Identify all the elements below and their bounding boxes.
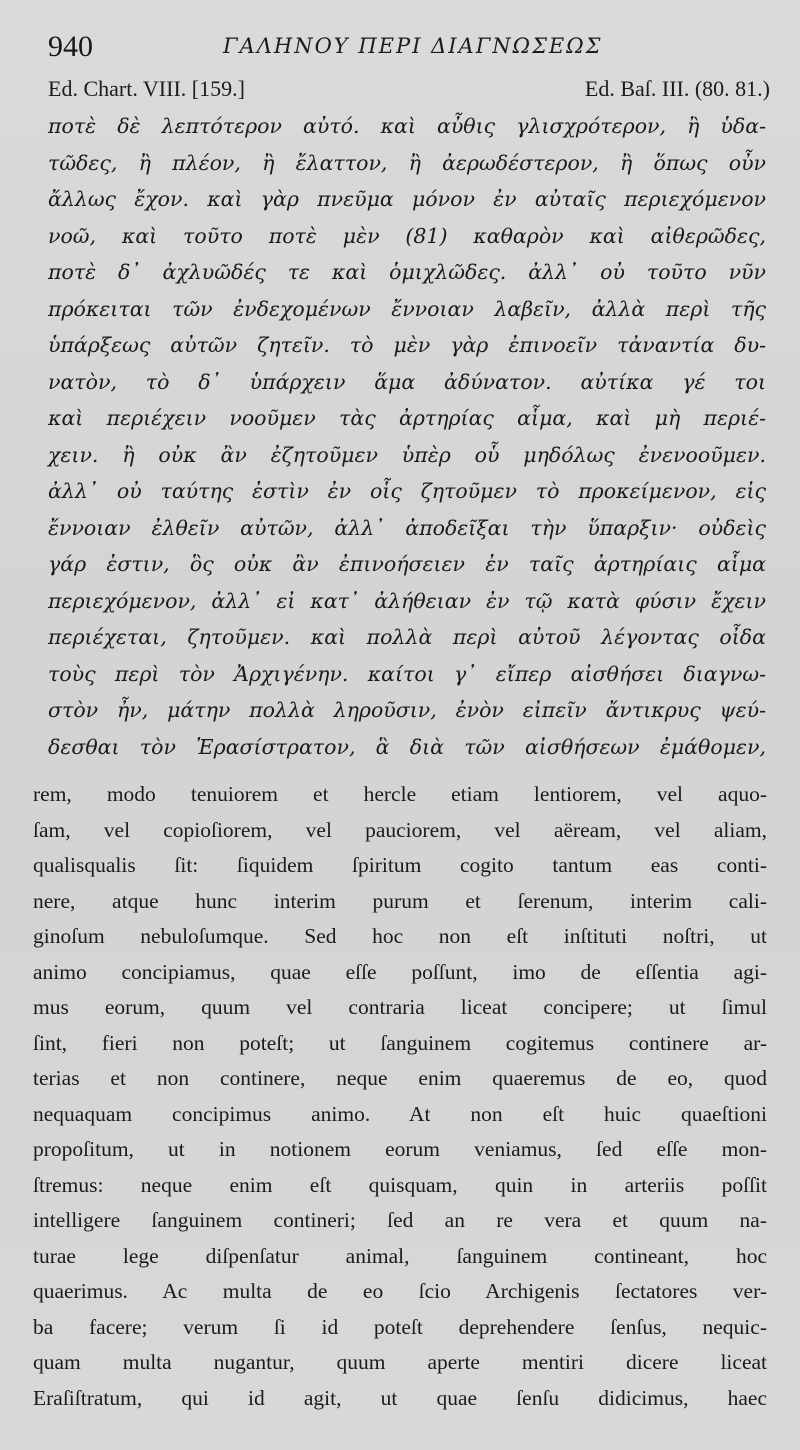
greek-text-line: περιέχεται, ζητοῦμεν. καὶ πολλὰ περὶ αὐτοῦ λέγοντας οἶδα — [48, 625, 766, 649]
latin-text-line: nequaquam concipimus animo. At non eſt huic quaeſtioni — [33, 1101, 767, 1126]
latin-text-line: ba facere; verum ſi id poteſt deprehendere ſenſus, nequic- — [33, 1314, 767, 1339]
greek-text-line: γάρ ἐστιν, ὃς οὐκ ἂν ἐπινοήσειεν ἐν ταῖς ἀρτηρίαις αἷμα — [48, 552, 766, 576]
latin-text-line: turae lege diſpenſatur animal, ſanguinem contineant, hoc — [33, 1243, 767, 1268]
greek-text-line: ὑπάρξεως αὐτῶν ζητεῖν. τὸ μὲν γὰρ ἐπινοεῖν τἀναντία δυ- — [48, 333, 766, 357]
latin-text-line: mus eorum, quum vel contraria liceat concipere; ut ſimul — [33, 995, 767, 1019]
greek-text-line: πρόκειται τῶν ἐνδεχομένων ἔννοιαν λαβεῖν, ἀλλὰ περὶ τῆς — [48, 296, 766, 321]
latin-text-line: nere, atque hunc interim purum et ſerenum, interim cali- — [33, 888, 767, 913]
latin-text-line: intelligere ſanguinem contineri; ſed an re vera et quum na- — [33, 1208, 767, 1232]
latin-text-line: terias et non continere, neque enim quaeremus de eo, quod — [33, 1066, 767, 1090]
latin-text-line: Eraſiſtratum, qui id agit, ut quae ſenſu didicimus, haec — [33, 1385, 767, 1410]
latin-translation — [33, 777, 767, 1416]
greek-text-line: ἄλλως ἔχον. καὶ γὰρ πνεῦμα μόνον ἐν αὐταῖς περιεχόμενον — [48, 187, 766, 211]
latin-text-line: ſint, fieri non poteſt; ut ſanguinem cogitemus continere ar- — [33, 1030, 767, 1055]
greek-text-line: ἀλλ᾽ οὐ ταύτης ἐστὶν ἐν οἷς ζητοῦμεν τὸ προκείμενον, εἰς — [48, 479, 766, 503]
greek-text-line: τῶδες, ἢ πλέον, ἢ ἔλαττον, ἢ ἀερωδέστερον, ἢ ὅπως οὖν — [48, 150, 766, 175]
greek-text-line: ποτὲ δ᾽ ἀχλυῶδές τε καὶ ὁμιχλῶδες. ἀλλ᾽ οὐ τοῦτο νῦν — [48, 260, 766, 284]
greek-text-line: ἔννοιαν ἐλθεῖν αὐτῶν, ἀλλ᾽ ἀποδεῖξαι τὴν ὕπαρξιν· οὐδεὶς — [48, 515, 766, 540]
greek-text-line: δεσθαι τὸν Ἐρασίστρατον, ἃ διὰ τῶν αἰσθήσεων ἐμάθομεν, — [48, 734, 766, 759]
running-title: ΓΑΛΗΝΟΥ ΠΕΡΙ ΔΙΑΓΝΩΣΕΩΣ — [223, 34, 603, 58]
edition-chartier: Ed. Chart. VIII. [159.] — [48, 76, 245, 101]
latin-text-line: quam multa nugantur, quum aperte mentiri dicere liceat — [33, 1350, 767, 1374]
greek-text-line: νοῶ, καὶ τοῦτο ποτὲ μὲν (81) καθαρὸν καὶ αἰθερῶδες, — [48, 223, 766, 248]
latin-text-line: ſam, vel copioſiorem, vel pauciorem, vel aëream, vel aliam, — [33, 817, 767, 842]
greek-text-line: καὶ περιέχειν νοοῦμεν τὰς ἀρτηρίας αἷμα, καὶ μὴ περιέ- — [48, 406, 766, 430]
running-head — [48, 30, 770, 70]
greek-text-line: ποτὲ δὲ λεπτότερον αὐτό. καὶ αὖθις γλισχρότερον, ἢ ὑδα- — [48, 114, 766, 138]
latin-text-line: propoſitum, ut in notionem eorum veniamus, ſed eſſe mon- — [33, 1137, 767, 1161]
greek-text-line: τοὺς περὶ τὸν Ἀρχιγένην. καίτοι γ᾽ εἴπερ αἰσθήσει διαγνω- — [48, 661, 766, 686]
edition-references — [48, 76, 770, 106]
edition-basel: Ed. Baſ. III. (80. 81.) — [584, 76, 770, 101]
page-number: 940 — [48, 30, 93, 63]
latin-text-line: qualisqualis ſit: ſiquidem ſpiritum cogito tantum eas conti- — [33, 853, 767, 877]
greek-text-line: στὸν ἦν, μάτην πολλὰ ληροῦσιν, ἐνὸν εἰπεῖν ἄντικρυς ψεύ- — [48, 698, 766, 722]
greek-text-line: νατὸν, τὸ δ᾽ ὑπάρχειν ἅμα ἀδύνατον. αὐτίκα γέ τοι — [48, 369, 766, 394]
latin-text-line: quaerimus. Ac multa de eo ſcio Archigenis ſectatores ver- — [33, 1279, 767, 1303]
greek-text-line: περιεχόμενον, ἀλλ᾽ εἰ κατ᾽ ἀλήθειαν ἐν τῷ κατὰ φύσιν ἔχειν — [48, 588, 766, 613]
greek-text-line: χειν. ἢ οὐκ ἂν ἐζητοῦμεν ὑπὲρ οὗ μηδόλως ἐνενοοῦμεν. — [48, 442, 766, 467]
latin-text-line: animo concipiamus, quae eſſe poſſunt, imo de eſſentia agi- — [33, 959, 767, 984]
latin-text-line: rem, modo tenuiorem et hercle etiam lentiorem, vel aquo- — [33, 782, 767, 806]
latin-text-line: ſtremus: neque enim eſt quisquam, quin in arteriis poſſit — [33, 1172, 767, 1197]
latin-text-line: ginoſum nebuloſumque. Sed hoc non eſt inſtituti noſtri, ut — [33, 924, 767, 948]
greek-text — [48, 108, 766, 765]
